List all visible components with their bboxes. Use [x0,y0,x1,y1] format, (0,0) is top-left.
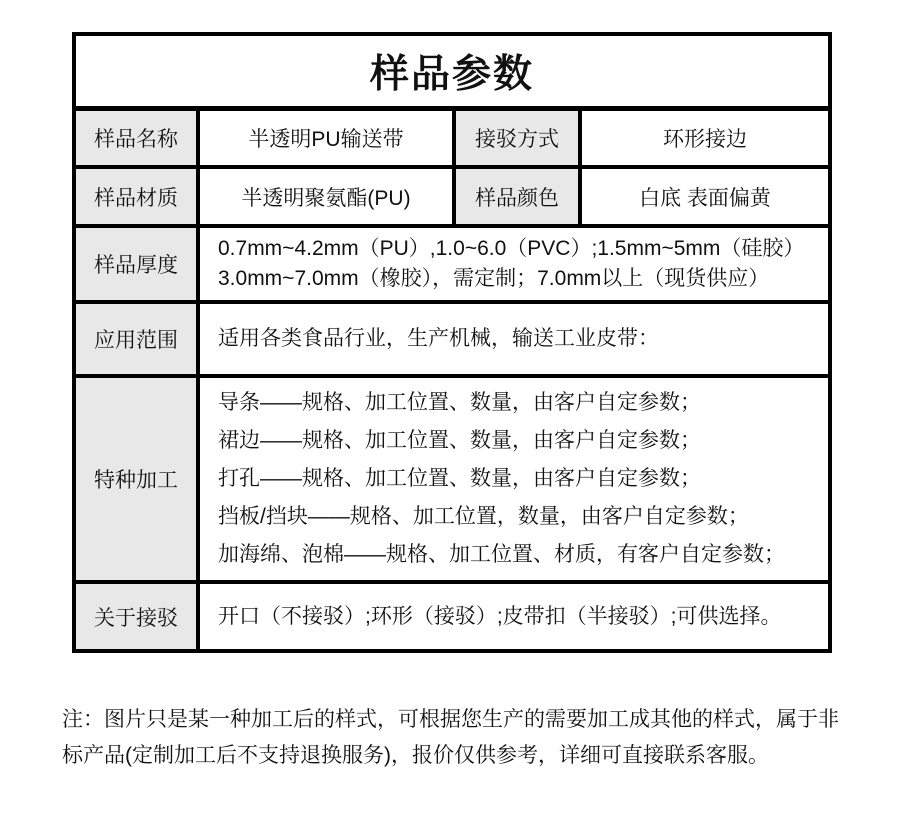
sample-thickness-value [198,226,830,302]
application-range-value [198,302,830,376]
sample-parameters-table [72,32,832,653]
joining-options-line: 开口（不接驳）;环形（接驳）;皮带扣（半接驳）;可供选择。 [218,604,782,628]
row-about-joining [74,582,830,651]
joining-method-label: 接驳方式 [454,108,580,167]
row-sample-thickness [74,226,830,302]
row-sample-material [74,167,830,226]
application-range-label: 应用范围 [74,302,198,376]
footnote [62,702,862,774]
thickness-line-1: 0.7mm~4.2mm（PU）,1.0~6.0（PVC）;1.5mm~5mm（硅胶） [218,237,805,260]
about-joining-value [198,582,830,651]
footnote-line-1: 注：图片只是某一种加工后的样式，可根据您生产的需要加工成其他的样式，属于非 [62,708,839,731]
row-application-range [74,302,830,376]
sample-name-label: 样品名称 [74,108,198,167]
page-title: 样品参数 [74,34,830,108]
special-line-punching: 打孔——规格、加工位置、数量，由客户自定参数； [218,467,701,490]
special-line-sponge-foam: 加海绵、泡棉——规格、加工位置、材质，有客户自定参数； [218,543,785,566]
application-line-1: 适用各类食品行业，生产机械，输送工业皮带： [218,327,659,350]
title-row [74,34,830,108]
sample-color-value: 白底 表面偏黄 [580,167,830,226]
row-sample-name [74,108,830,167]
special-processing-label: 特种加工 [74,376,198,582]
footnote-line-2: 标产品(定制加工后不支持退换服务)，报价仅供参考，详细可直接联系客服。 [62,744,769,767]
sample-material-value: 半透明聚氨酯(PU) [198,167,454,226]
thickness-line-2: 3.0mm~7.0mm（橡胶），需定制；7.0mm以上（现货供应） [218,267,770,290]
sample-name-value: 半透明PU输送带 [198,108,454,167]
about-joining-label: 关于接驳 [74,582,198,651]
special-processing-value [198,376,830,582]
sample-thickness-label: 样品厚度 [74,226,198,302]
special-line-baffles: 挡板/挡块——规格、加工位置，数量，由客户自定参数； [218,505,749,528]
sample-color-label: 样品颜色 [454,167,580,226]
special-line-guide-strips: 导条——规格、加工位置、数量，由客户自定参数； [218,391,701,414]
joining-method-value: 环形接边 [580,108,830,167]
sample-material-label: 样品材质 [74,167,198,226]
row-special-processing [74,376,830,582]
special-line-skirts: 裙边——规格、加工位置、数量，由客户自定参数； [218,429,701,452]
